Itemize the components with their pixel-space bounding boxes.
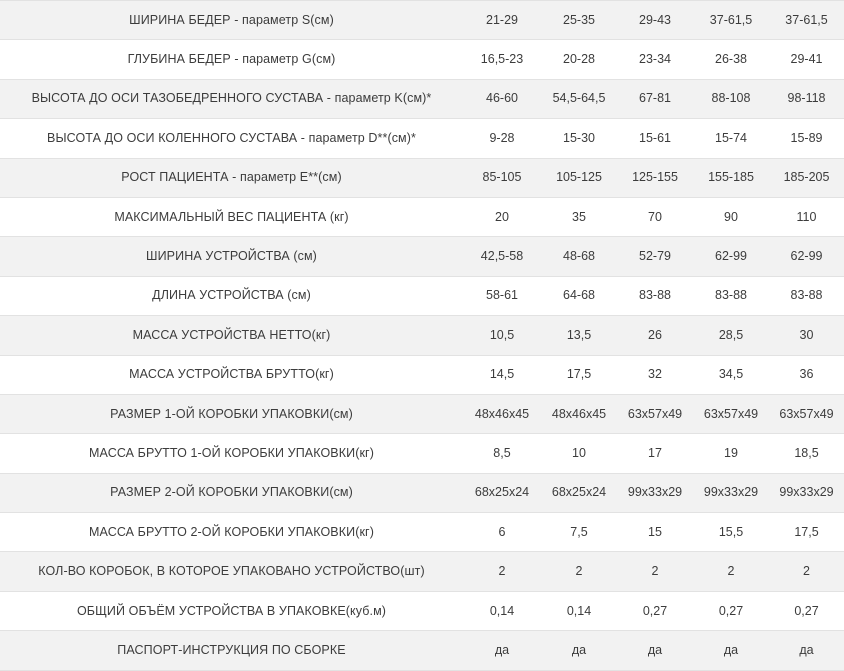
row-value-4: 62-99 — [693, 237, 769, 276]
row-value-1: 42,5-58 — [463, 237, 541, 276]
row-value-5: 15-89 — [769, 119, 844, 158]
table-row — [0, 394, 844, 433]
row-value-3: 67-81 — [617, 79, 693, 118]
table-row — [0, 197, 844, 236]
row-value-3: 26 — [617, 316, 693, 355]
row-value-1: 9-28 — [463, 119, 541, 158]
row-value-3: 52-79 — [617, 237, 693, 276]
table-row — [0, 552, 844, 591]
row-value-5: 83-88 — [769, 276, 844, 315]
row-value-4: 155-185 — [693, 158, 769, 197]
row-value-5: 30 — [769, 316, 844, 355]
row-parameter-label: МАКСИМАЛЬНЫЙ ВЕС ПАЦИЕНТА (кг) — [0, 197, 463, 236]
row-parameter-label: РОСТ ПАЦИЕНТА - параметр E**(см) — [0, 158, 463, 197]
table-row — [0, 473, 844, 512]
row-value-4: 34,5 — [693, 355, 769, 394]
row-value-1: 46-60 — [463, 79, 541, 118]
row-value-3: 17 — [617, 434, 693, 473]
row-parameter-label: ГЛУБИНА БЕДЕР - параметр G(см) — [0, 40, 463, 79]
table-row — [0, 631, 844, 670]
row-parameter-label: ШИРИНА БЕДЕР - параметр S(см) — [0, 1, 463, 40]
table-row — [0, 434, 844, 473]
row-value-2: 25-35 — [541, 1, 617, 40]
row-value-3: 99x33x29 — [617, 473, 693, 512]
row-value-5: 110 — [769, 197, 844, 236]
row-value-2: 48-68 — [541, 237, 617, 276]
row-value-2: да — [541, 631, 617, 670]
row-value-4: 63x57x49 — [693, 394, 769, 433]
row-value-5: 185-205 — [769, 158, 844, 197]
row-parameter-label: ПАСПОРТ-ИНСТРУКЦИЯ ПО СБОРКЕ — [0, 631, 463, 670]
table-row — [0, 119, 844, 158]
row-parameter-label: ВЫСОТА ДО ОСИ КОЛЕННОГО СУСТАВА - параметр D**(см)* — [0, 119, 463, 158]
table-row — [0, 276, 844, 315]
row-value-2: 35 — [541, 197, 617, 236]
table-row — [0, 513, 844, 552]
table-row — [0, 79, 844, 118]
row-value-4: да — [693, 631, 769, 670]
row-value-1: 20 — [463, 197, 541, 236]
row-value-1: 0,14 — [463, 591, 541, 630]
row-value-2: 68x25x24 — [541, 473, 617, 512]
row-value-3: 15 — [617, 513, 693, 552]
row-value-3: 29-43 — [617, 1, 693, 40]
row-parameter-label: МАССА УСТРОЙСТВА БРУТТО(кг) — [0, 355, 463, 394]
row-value-3: да — [617, 631, 693, 670]
row-parameter-label: ОБЩИЙ ОБЪЁМ УСТРОЙСТВА В УПАКОВКЕ(куб.м) — [0, 591, 463, 630]
row-parameter-label: МАССА УСТРОЙСТВА НЕТТО(кг) — [0, 316, 463, 355]
row-value-1: 10,5 — [463, 316, 541, 355]
row-value-3: 0,27 — [617, 591, 693, 630]
specifications-table-body — [0, 1, 844, 671]
row-value-5: 36 — [769, 355, 844, 394]
row-value-2: 105-125 — [541, 158, 617, 197]
table-row — [0, 355, 844, 394]
row-value-5: 2 — [769, 552, 844, 591]
row-value-2: 20-28 — [541, 40, 617, 79]
row-value-1: 58-61 — [463, 276, 541, 315]
row-value-5: 0,27 — [769, 591, 844, 630]
row-parameter-label: МАССА БРУТТО 1-ОЙ КОРОБКИ УПАКОВКИ(кг) — [0, 434, 463, 473]
row-value-5: 29-41 — [769, 40, 844, 79]
row-value-4: 19 — [693, 434, 769, 473]
row-value-5: 17,5 — [769, 513, 844, 552]
row-value-5: 18,5 — [769, 434, 844, 473]
row-parameter-label: ДЛИНА УСТРОЙСТВА (см) — [0, 276, 463, 315]
row-value-1: да — [463, 631, 541, 670]
row-value-1: 8,5 — [463, 434, 541, 473]
table-row — [0, 591, 844, 630]
row-value-3: 15-61 — [617, 119, 693, 158]
row-parameter-label: РАЗМЕР 2-ОЙ КОРОБКИ УПАКОВКИ(см) — [0, 473, 463, 512]
row-value-3: 23-34 — [617, 40, 693, 79]
row-value-1: 48x46x45 — [463, 394, 541, 433]
row-value-5: 99x33x29 — [769, 473, 844, 512]
row-value-2: 64-68 — [541, 276, 617, 315]
row-value-4: 37-61,5 — [693, 1, 769, 40]
row-value-4: 88-108 — [693, 79, 769, 118]
row-value-3: 70 — [617, 197, 693, 236]
row-parameter-label: МАССА БРУТТО 2-ОЙ КОРОБКИ УПАКОВКИ(кг) — [0, 513, 463, 552]
row-parameter-label: КОЛ-ВО КОРОБОК, В КОТОРОЕ УПАКОВАНО УСТРОЙСТВО(шт) — [0, 552, 463, 591]
row-value-3: 63x57x49 — [617, 394, 693, 433]
row-value-5: да — [769, 631, 844, 670]
row-value-2: 15-30 — [541, 119, 617, 158]
row-value-4: 0,27 — [693, 591, 769, 630]
row-value-5: 98-118 — [769, 79, 844, 118]
row-value-4: 15,5 — [693, 513, 769, 552]
row-value-4: 99x33x29 — [693, 473, 769, 512]
row-value-3: 125-155 — [617, 158, 693, 197]
row-value-2: 0,14 — [541, 591, 617, 630]
row-value-2: 10 — [541, 434, 617, 473]
row-value-4: 2 — [693, 552, 769, 591]
row-value-1: 16,5-23 — [463, 40, 541, 79]
row-value-1: 21-29 — [463, 1, 541, 40]
row-value-4: 83-88 — [693, 276, 769, 315]
row-value-1: 85-105 — [463, 158, 541, 197]
table-row — [0, 316, 844, 355]
row-value-5: 63x57x49 — [769, 394, 844, 433]
row-parameter-label: ШИРИНА УСТРОЙСТВА (см) — [0, 237, 463, 276]
table-row — [0, 237, 844, 276]
row-parameter-label: ВЫСОТА ДО ОСИ ТАЗОБЕДРЕННОГО СУСТАВА - параметр K(см)* — [0, 79, 463, 118]
row-value-3: 83-88 — [617, 276, 693, 315]
row-value-1: 14,5 — [463, 355, 541, 394]
row-value-2: 13,5 — [541, 316, 617, 355]
row-value-2: 7,5 — [541, 513, 617, 552]
table-row — [0, 1, 844, 40]
row-value-1: 2 — [463, 552, 541, 591]
row-value-2: 2 — [541, 552, 617, 591]
row-value-3: 2 — [617, 552, 693, 591]
row-value-4: 15-74 — [693, 119, 769, 158]
row-value-4: 26-38 — [693, 40, 769, 79]
row-value-5: 37-61,5 — [769, 1, 844, 40]
row-value-2: 17,5 — [541, 355, 617, 394]
row-value-4: 90 — [693, 197, 769, 236]
row-value-1: 68x25x24 — [463, 473, 541, 512]
row-value-3: 32 — [617, 355, 693, 394]
table-row — [0, 158, 844, 197]
row-value-2: 48x46x45 — [541, 394, 617, 433]
row-value-4: 28,5 — [693, 316, 769, 355]
row-value-2: 54,5-64,5 — [541, 79, 617, 118]
row-value-5: 62-99 — [769, 237, 844, 276]
row-value-1: 6 — [463, 513, 541, 552]
row-parameter-label: РАЗМЕР 1-ОЙ КОРОБКИ УПАКОВКИ(см) — [0, 394, 463, 433]
table-row — [0, 40, 844, 79]
